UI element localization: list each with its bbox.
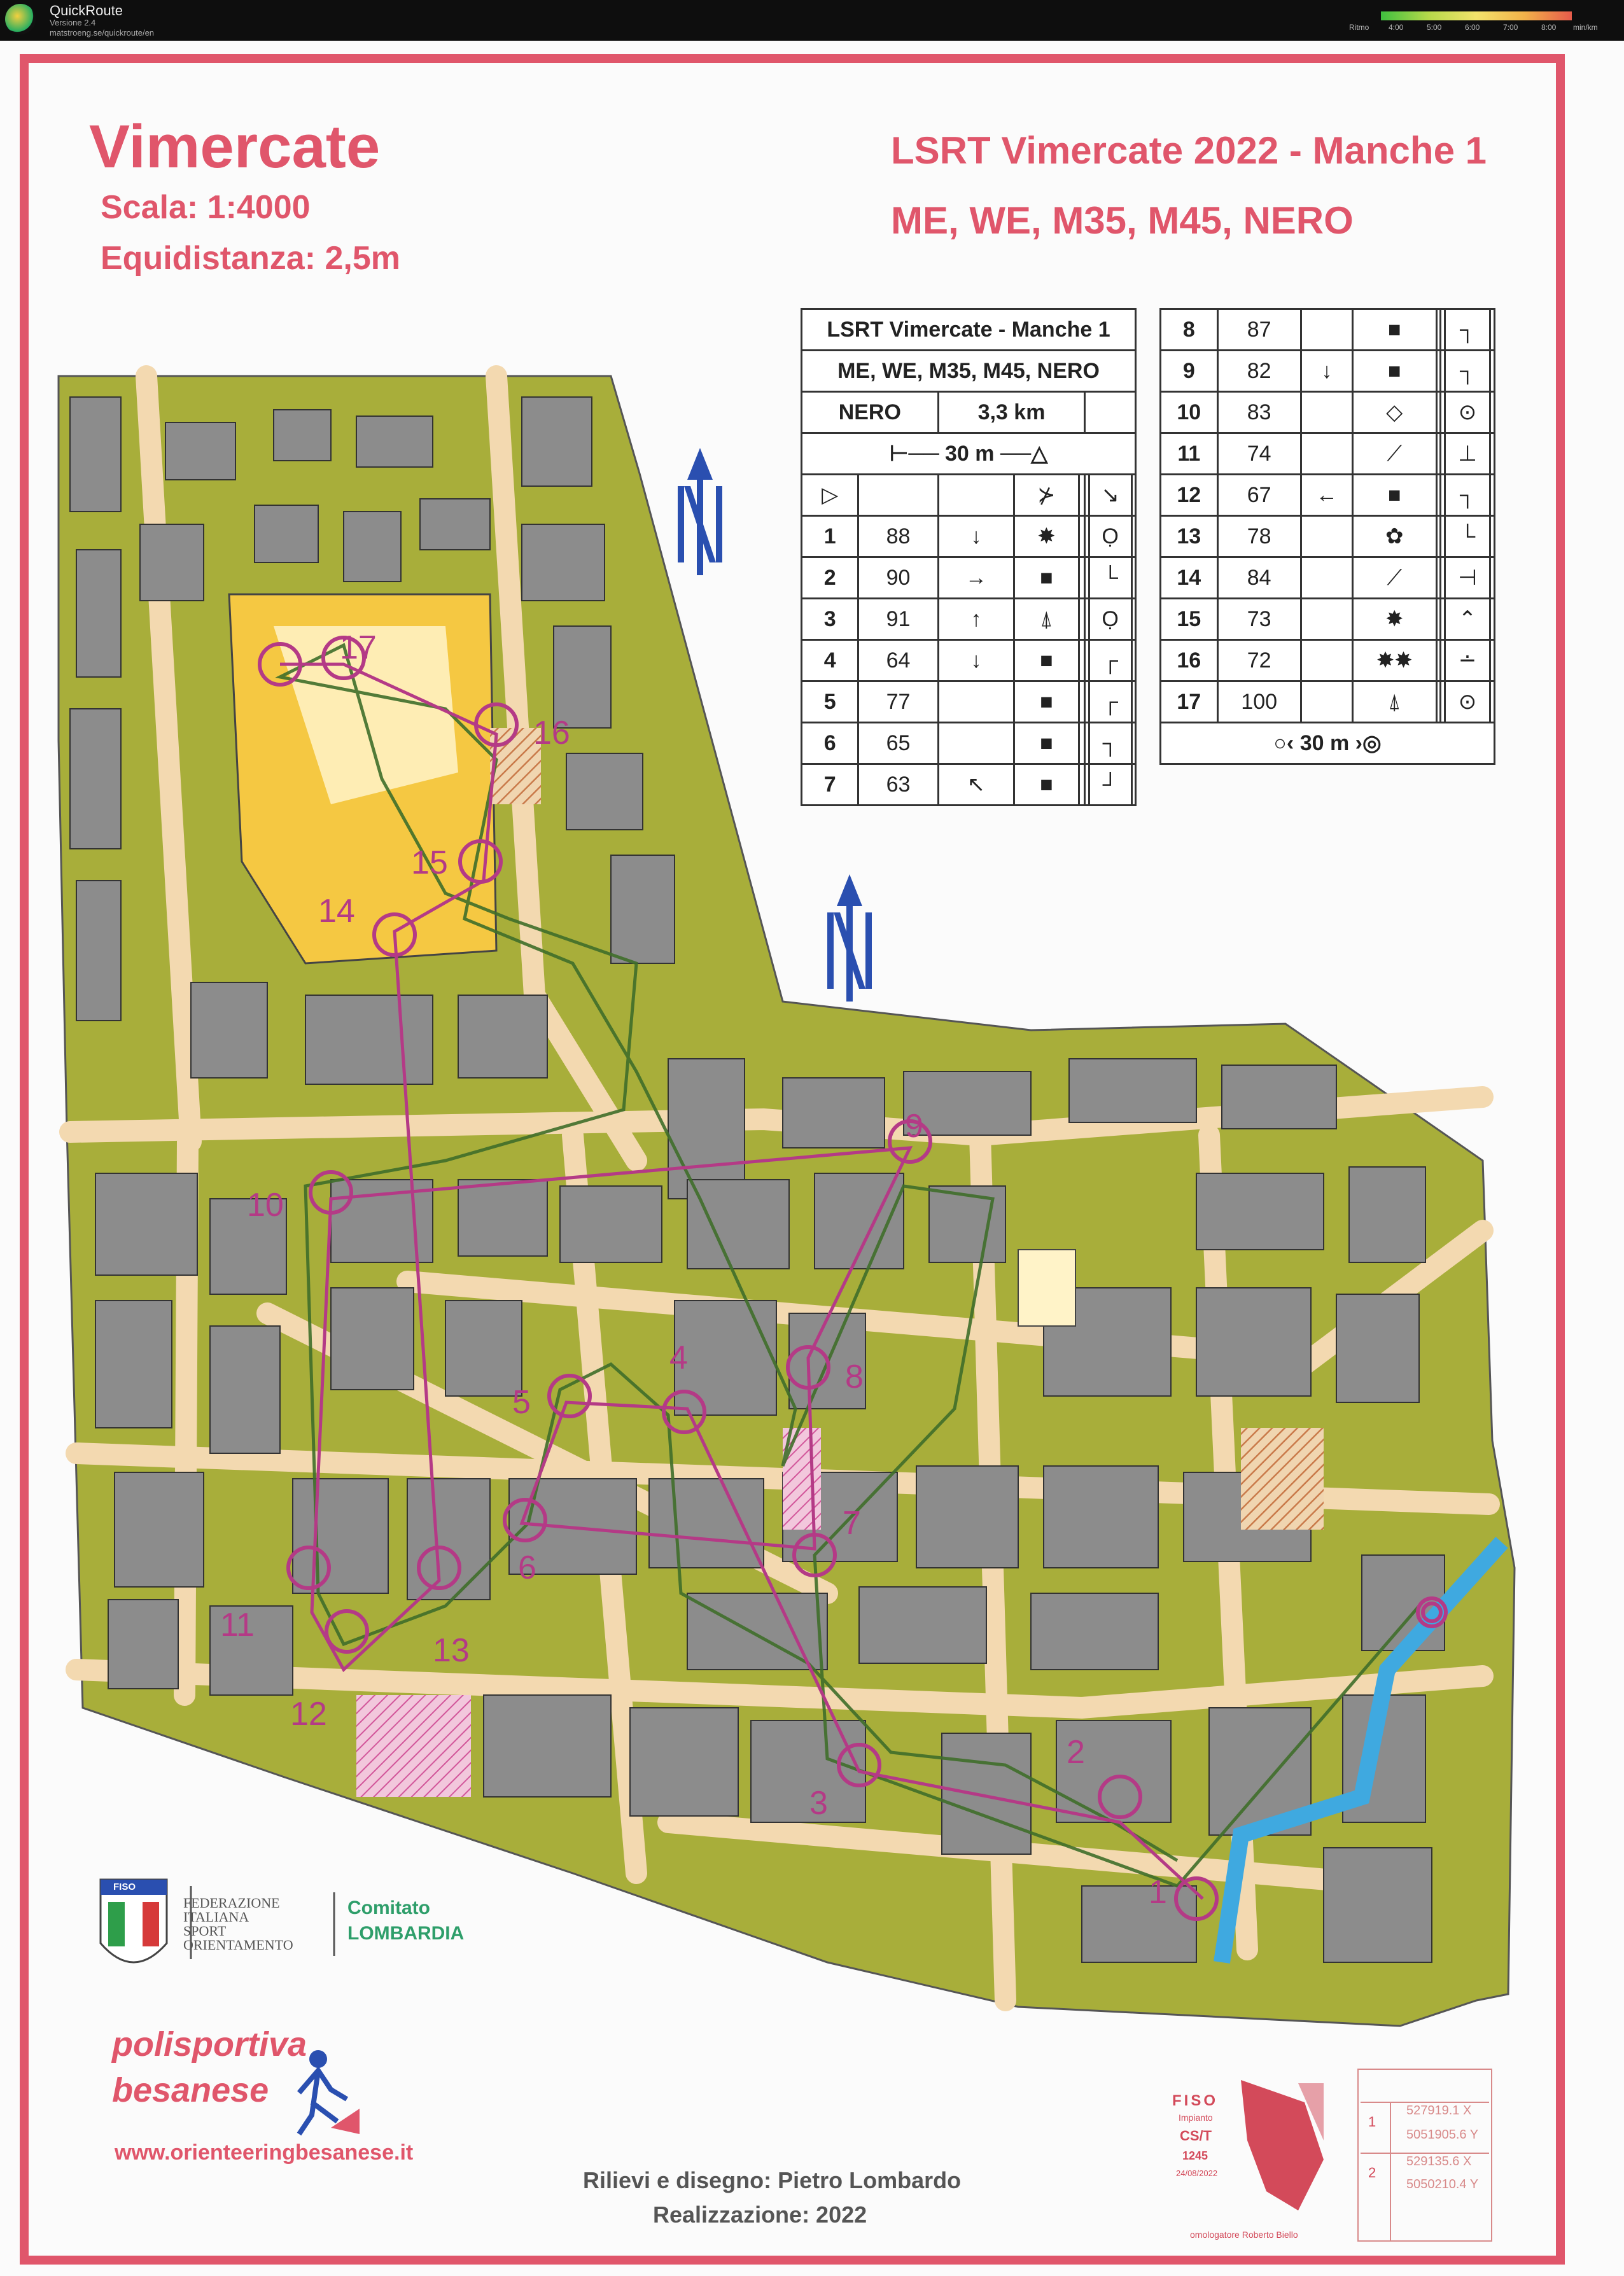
pace-tick: 8:00 bbox=[1541, 23, 1557, 32]
stamp-approver: omologatore Roberto Biello bbox=[1190, 2230, 1298, 2240]
pace-tick: 4:00 bbox=[1389, 23, 1404, 32]
stamp-impianto: Impianto bbox=[1179, 2112, 1213, 2123]
desc-row: 11 74 ⟋ ⊥ bbox=[1161, 433, 1495, 475]
coord-x: 527919.1 X bbox=[1406, 2104, 1472, 2118]
pace-gradient-bar bbox=[1381, 11, 1572, 20]
control-description-table-left bbox=[801, 308, 1137, 806]
north-arrow-icon bbox=[827, 874, 872, 1002]
desc-row: 6 65 ■ ┐ bbox=[802, 723, 1136, 764]
map-paper[interactable] bbox=[0, 41, 1624, 2276]
desc-course: NERO bbox=[802, 392, 939, 433]
pink-hatched-area bbox=[356, 1695, 471, 1797]
control-description-table-right bbox=[1159, 308, 1495, 765]
control-label-13: 13 bbox=[433, 1632, 470, 1669]
coord-y: 5050210.4 Y bbox=[1406, 2177, 1479, 2191]
pace-label: Ritmo bbox=[1349, 23, 1369, 32]
app-url[interactable]: matstroeng.se/quickroute/en bbox=[50, 28, 155, 38]
app-title-bar bbox=[0, 0, 1624, 41]
pace-unit: min/km bbox=[1573, 23, 1598, 32]
hatched-area-east bbox=[1241, 1428, 1324, 1530]
desc-header-event: LSRT Vimercate - Manche 1 bbox=[802, 309, 1136, 351]
desc-row: 14 84 ⟋ ⊣ bbox=[1161, 557, 1495, 599]
desc-row: 5 77 ■ ┌ bbox=[802, 681, 1136, 723]
coord-index: 1 bbox=[1368, 2114, 1376, 2130]
coord-y: 5051905.6 Y bbox=[1406, 2128, 1479, 2142]
desc-start-taping: ⊢── 30 m ──△ bbox=[802, 433, 1136, 475]
pace-tick: 6:00 bbox=[1465, 23, 1480, 32]
desc-row: 17 100 ⍋ ⊙ bbox=[1161, 681, 1495, 723]
control-label-15: 15 bbox=[411, 844, 448, 881]
club-name-line2: besanese bbox=[112, 2071, 269, 2109]
map-contour: Equidistanza: 2,5m bbox=[101, 240, 400, 277]
control-label-14: 14 bbox=[318, 893, 355, 930]
pace-tick: 7:00 bbox=[1503, 23, 1518, 32]
pace-legend bbox=[1349, 8, 1598, 33]
stamp-title: FISO bbox=[1172, 2092, 1219, 2109]
desc-row: 10 83 ◇ ⊙ bbox=[1161, 392, 1495, 433]
control-label-17: 17 bbox=[340, 629, 377, 666]
desc-row: 7 63 ↖ ■ ┘ bbox=[802, 764, 1136, 806]
committee-label: Comitato bbox=[347, 1897, 430, 1918]
stamp-date: 24/08/2022 bbox=[1176, 2168, 1218, 2178]
desc-finish-taping: ○‹ 30 m ›◎ bbox=[1161, 723, 1495, 764]
pace-tick: 5:00 bbox=[1427, 23, 1442, 32]
desc-row: 9 82 ↓ ■ ┐ bbox=[1161, 351, 1495, 392]
desc-row: 2 90 → ■ └ bbox=[802, 557, 1136, 599]
club-name-line1: polisportiva bbox=[112, 2025, 307, 2063]
desc-row: 8 87 ■ ┐ bbox=[1161, 309, 1495, 351]
control-label-4: 4 bbox=[669, 1339, 688, 1376]
club-runner-logo bbox=[299, 2053, 360, 2134]
control-label-16: 16 bbox=[533, 715, 570, 751]
credits-year: Realizzazione: 2022 bbox=[653, 2202, 867, 2228]
desc-row: 4 64 ↓ ■ ┌ bbox=[802, 640, 1136, 681]
desc-row: 12 67 ← ■ ┐ bbox=[1161, 475, 1495, 516]
control-label-7: 7 bbox=[843, 1505, 861, 1542]
app-name: QuickRoute bbox=[50, 3, 123, 18]
crossing-icon: ⊁ bbox=[1014, 475, 1079, 516]
desc-row: 13 78 ✿ └ bbox=[1161, 516, 1495, 557]
control-label-8: 8 bbox=[845, 1358, 864, 1395]
north-arrow-icon bbox=[678, 448, 722, 575]
desc-row: 1 88 ↓ ✸ Ọ bbox=[802, 516, 1136, 557]
desc-header-classes: ME, WE, M35, M45, NERO bbox=[802, 351, 1136, 392]
credits-survey: Rilievi e disegno: Pietro Lombardo bbox=[583, 2167, 962, 2193]
desc-row: 15 73 ✸ ⌃ bbox=[1161, 599, 1495, 640]
stamp-code: CS/T bbox=[1180, 2128, 1212, 2144]
desc-row: 3 91 ↑ ⍋ Ọ bbox=[802, 599, 1136, 640]
control-label-2: 2 bbox=[1067, 1734, 1085, 1771]
control-label-6: 6 bbox=[518, 1549, 536, 1586]
desc-climb bbox=[1085, 392, 1136, 433]
control-label-10: 10 bbox=[247, 1187, 284, 1224]
control-label-1: 1 bbox=[1149, 1874, 1167, 1911]
stamp-number: 1245 bbox=[1182, 2149, 1208, 2162]
app-version: Versione 2.4 bbox=[50, 18, 96, 27]
desc-row: 16 72 ✸✸ ∸ bbox=[1161, 640, 1495, 681]
club-website[interactable]: www.orienteeringbesanese.it bbox=[115, 2140, 414, 2165]
fiso-badge: FISO bbox=[113, 1882, 136, 1892]
control-label-9: 9 bbox=[905, 1108, 923, 1145]
fiso-name: FEDERAZIONE ITALIANA SPORT ORIENTAMENTO bbox=[183, 1895, 293, 1953]
event-classes: ME, WE, M35, M45, NERO bbox=[891, 199, 1354, 242]
event-title: LSRT Vimercate 2022 - Manche 1 bbox=[891, 129, 1487, 172]
coord-index: 2 bbox=[1368, 2165, 1376, 2181]
detail-icon: ↘ bbox=[1089, 475, 1131, 516]
control-label-5: 5 bbox=[512, 1384, 531, 1421]
map-scale: Scala: 1:4000 bbox=[101, 189, 311, 226]
control-label-3: 3 bbox=[809, 1785, 828, 1822]
control-label-11: 11 bbox=[220, 1607, 255, 1644]
control-label-12: 12 bbox=[290, 1696, 327, 1733]
coord-x: 529135.6 X bbox=[1406, 2154, 1472, 2168]
committee-region: LOMBARDIA bbox=[347, 1923, 465, 1944]
start-triangle-icon: ▷ bbox=[802, 475, 858, 516]
desc-length: 3,3 km bbox=[938, 392, 1085, 433]
quickroute-logo-icon bbox=[5, 4, 36, 34]
map-title: Vimercate bbox=[89, 113, 381, 181]
courtyard bbox=[1018, 1250, 1075, 1326]
